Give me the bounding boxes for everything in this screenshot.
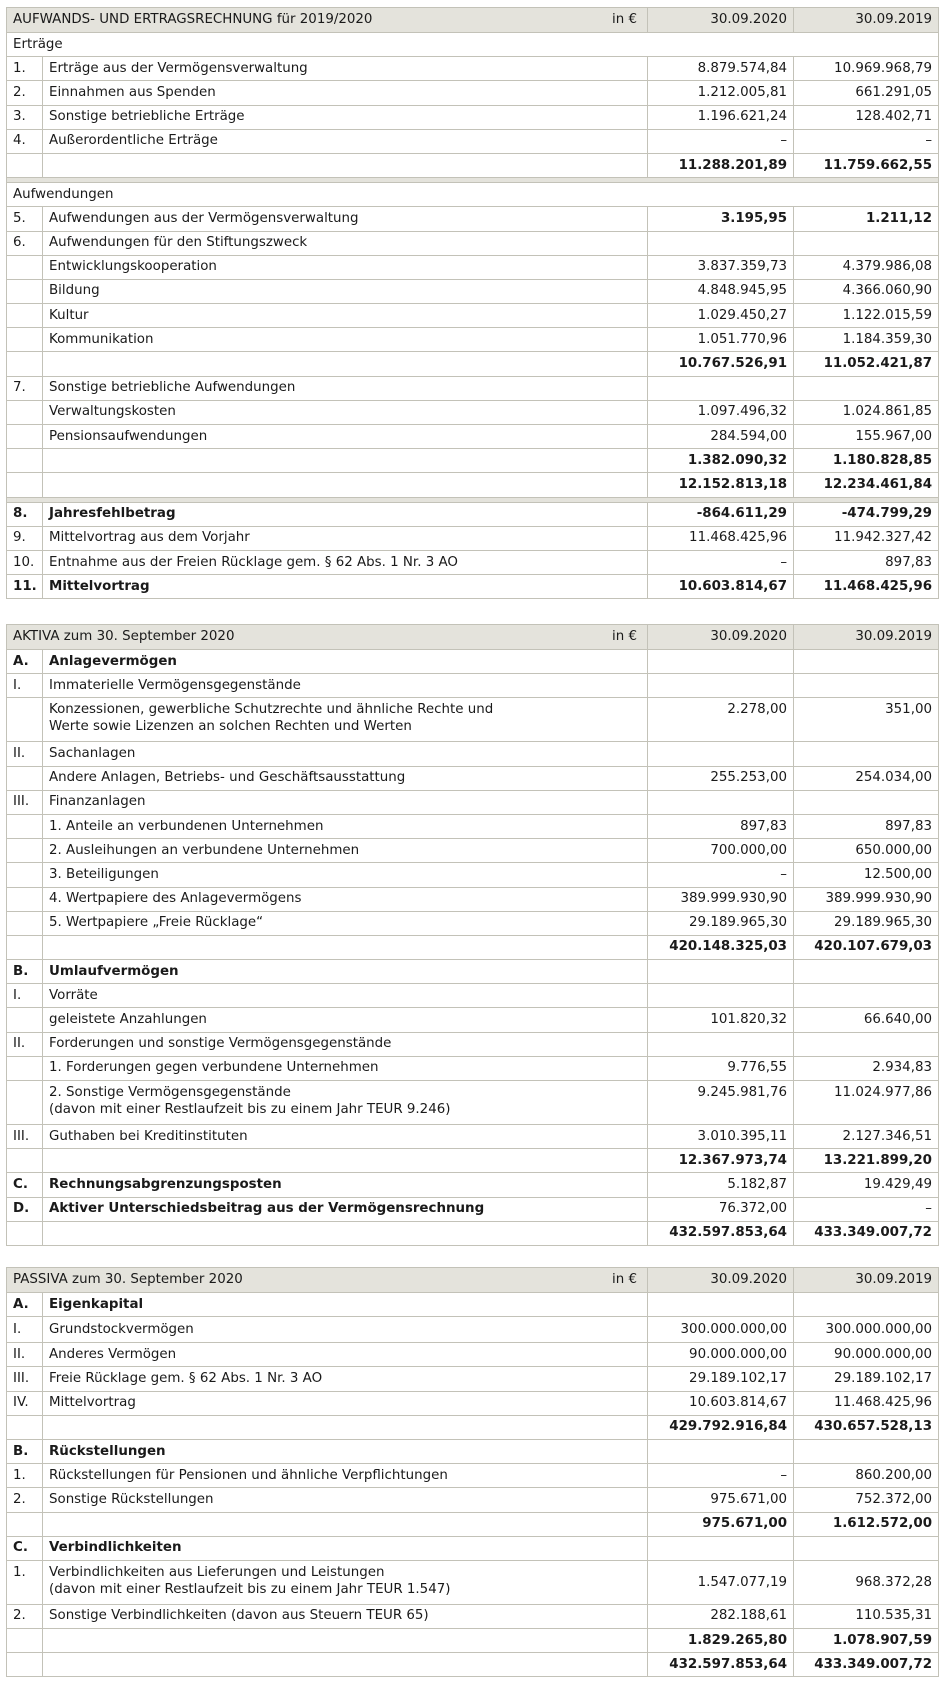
table-row: 1. Rückstellungen für Pensionen und ähnliche Verpflichtungen – 860.200,00 [7, 1464, 939, 1488]
table-row: 5. Aufwendungen aus der Vermögensverwaltung 3.195,95 1.211,12 [7, 207, 939, 231]
table-row-rechnungsabgrenzung: C. Rechnungsabgrenzungsposten 5.182,87 19.429,49 [7, 1173, 939, 1197]
table-row: 1. Erträge aus der Vermögensverwaltung 8.879.574,84 10.969.968,79 [7, 57, 939, 81]
section-header-aufwendungen: Aufwendungen [7, 183, 939, 207]
table-row: 1. Forderungen gegen verbundene Unternehmen 9.776,55 2.934,83 [7, 1056, 939, 1080]
table-header [7, 1268, 939, 1293]
table-row: Bildung 4.848.945,95 4.366.060,90 [7, 279, 939, 303]
aktiva-table [6, 624, 939, 1246]
table-row: IV. Mittelvortrag 10.603.814,67 11.468.425,96 [7, 1391, 939, 1415]
table-row: 6. Aufwendungen für den Stiftungszweck [7, 231, 939, 255]
table-row: 2. Sonstige Vermögensgegenstände (davon mit einer Restlaufzeit bis zu einem Jahr TEUR 9.246) 9.245.981,76 11.024.977,86 [7, 1081, 939, 1125]
unit-label: in € [612, 629, 637, 644]
table-row: Konzessionen, gewerbliche Schutzrechte und ähnliche Rechte und Werte sowie Lizenzen an solchen Rechten und Werten 2.278,00 351,00 [7, 698, 939, 742]
table-row: 2. Einnahmen aus Spenden 1.212.005,81 661.291,05 [7, 81, 939, 105]
column-header-2020: 30.09.2020 [648, 625, 794, 650]
table-row: Kommunikation 1.051.770,96 1.184.359,30 [7, 328, 939, 352]
column-header-2019: 30.09.2019 [794, 1268, 939, 1293]
result-row-entnahme: 10. Entnahme aus der Freien Rücklage gem. § 62 Abs. 1 Nr. 3 AO – 897,83 [7, 550, 939, 574]
subtotal-row-rueckstellungen: 975.671,00 1.612.572,00 [7, 1512, 939, 1536]
total-row-aktiva: 432.597.853,64 433.349.007,72 [7, 1221, 939, 1245]
table-row-unterschiedsbeitrag: D. Aktiver Unterschiedsbeitrag aus der Vermögensrechnung 76.372,00 – [7, 1197, 939, 1221]
table-row: Andere Anlagen, Betriebs- und Geschäftsausstattung 255.253,00 254.034,00 [7, 766, 939, 790]
table-row: 2. Sonstige Verbindlichkeiten (davon aus Steuern TEUR 65) 282.188,61 110.535,31 [7, 1604, 939, 1628]
total-row-passiva: 432.597.853,64 433.349.007,72 [7, 1653, 939, 1677]
table-row: 4. Außerordentliche Erträge – – [7, 129, 939, 153]
table-header [7, 8, 939, 33]
table-row: 4. Wertpapiere des Anlagevermögens 389.999.930,90 389.999.930,90 [7, 887, 939, 911]
table-row: 3. Sonstige betriebliche Erträge 1.196.621,24 128.402,71 [7, 105, 939, 129]
table-row: 5. Wertpapiere „Freie Rücklage“ 29.189.965,30 29.189.965,30 [7, 911, 939, 935]
table-row: I. Immaterielle Vermögensgegenstände [7, 674, 939, 698]
table-row: I. Grundstockvermögen 300.000.000,00 300.000.000,00 [7, 1317, 939, 1343]
column-header-2020: 30.09.2020 [648, 8, 794, 33]
table-row: Entwicklungskooperation 3.837.359,73 4.379.986,08 [7, 255, 939, 279]
table-row: 7. Sonstige betriebliche Aufwendungen [7, 376, 939, 400]
subtotal-row-anlagevermoegen: 420.148.325,03 420.107.679,03 [7, 935, 939, 959]
section-header-verbindlichkeiten: C. Verbindlichkeiten [7, 1536, 939, 1560]
table-row: I. Vorräte [7, 984, 939, 1008]
subtotal-row-verbindlichkeiten: 1.829.265,80 1.078.907,59 [7, 1629, 939, 1653]
table-row: II. Sachanlagen [7, 742, 939, 766]
table-row: Kultur 1.029.450,27 1.122.015,59 [7, 304, 939, 328]
section-header-eigenkapital: A. Eigenkapital [7, 1293, 939, 1317]
table-title: AKTIVA zum 30. September 2020 in € [7, 625, 648, 650]
table-row: III. Guthaben bei Kreditinstituten 3.010.395,11 2.127.346,51 [7, 1125, 939, 1149]
table-title: PASSIVA zum 30. September 2020 in € [7, 1268, 648, 1293]
section-header-rueckstellungen: B. Rückstellungen [7, 1439, 939, 1463]
table-title: AUFWANDS- UND ERTRAGSRECHNUNG für 2019/2020 in € [7, 8, 648, 33]
table-header [7, 625, 939, 650]
subtotal-row-eigenkapital: 429.792.916,84 430.657.528,13 [7, 1415, 939, 1439]
table-row: III. Finanzanlagen [7, 790, 939, 814]
table-row: 3. Beteiligungen – 12.500,00 [7, 863, 939, 887]
unit-label: in € [612, 1272, 638, 1287]
column-header-2019: 30.09.2019 [794, 8, 939, 33]
column-header-2019: 30.09.2019 [794, 625, 939, 650]
subtotal-row-umlaufvermoegen: 12.367.973,74 13.221.899,20 [7, 1149, 939, 1173]
table-row: III. Freie Rücklage gem. § 62 Abs. 1 Nr. 3 AO 29.189.102,17 29.189.102,17 [7, 1367, 939, 1391]
passiva-table [6, 1267, 939, 1677]
table-row: II. Anderes Vermögen 90.000.000,00 90.000.000,00 [7, 1343, 939, 1367]
subtotal-row-ertraege: 11.288.201,89 11.759.662,55 [7, 153, 939, 177]
table-row: 1. Verbindlichkeiten aus Lieferungen und Leistungen (davon mit einer Restlaufzeit bis zu einem Jahr TEUR 1.547) 1.547.077,19 968.372,28 [7, 1560, 939, 1604]
income-statement-table [6, 7, 939, 599]
section-header-umlaufvermoegen: B. Umlaufvermögen [7, 960, 939, 984]
table-row: II. Forderungen und sonstige Vermögensgegenstände [7, 1032, 939, 1056]
table-row: Verwaltungskosten 1.097.496,32 1.024.861,85 [7, 400, 939, 424]
table-row: geleistete Anzahlungen 101.820,32 66.640,00 [7, 1008, 939, 1032]
table-row: 1. Anteile an verbundenen Unternehmen 897,83 897,83 [7, 814, 939, 838]
subtotal-row-stiftungszweck: 10.767.526,91 11.052.421,87 [7, 352, 939, 376]
unit-label: in € [612, 12, 638, 27]
column-header-2020: 30.09.2020 [648, 1268, 794, 1293]
section-header-ertraege: Erträge [7, 33, 939, 57]
subtotal-row-sonstige: 1.382.090,32 1.180.828,85 [7, 449, 939, 473]
table-row: 2. Ausleihungen an verbundene Unternehmen 700.000,00 650.000,00 [7, 839, 939, 863]
table-row: 2. Sonstige Rückstellungen 975.671,00 752.372,00 [7, 1488, 939, 1512]
table-row: Pensionsaufwendungen 284.594,00 155.967,00 [7, 425, 939, 449]
result-row-mittelvortrag-vorjahr: 9. Mittelvortrag aus dem Vorjahr 11.468.425,96 11.942.327,42 [7, 526, 939, 550]
section-header-anlagevermoegen: A. Anlagevermögen [7, 650, 939, 674]
total-row-aufwendungen: 12.152.813,18 12.234.461,84 [7, 473, 939, 497]
result-row-jahresfehlbetrag: 8. Jahresfehlbetrag -864.611,29 -474.799,29 [7, 502, 939, 526]
result-row-mittelvortrag: 11. Mittelvortrag 10.603.814,67 11.468.425,96 [7, 575, 939, 599]
